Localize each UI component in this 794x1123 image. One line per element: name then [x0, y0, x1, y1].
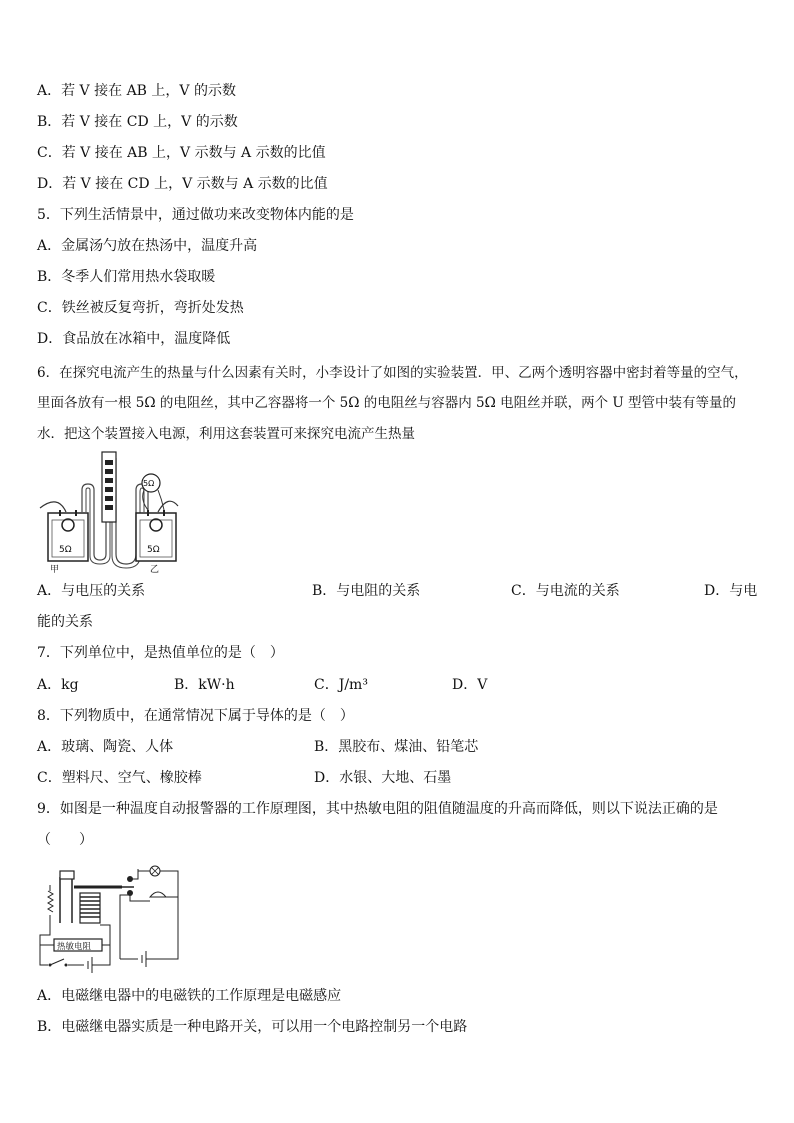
right-resistor-label: 5Ω	[147, 545, 160, 555]
q8-stem: 8．下列物质中，在通常情况下属于导体的是（ ）	[37, 708, 354, 724]
q9-stem: 9．如图是一种温度自动报警器的工作原理图，其中热敏电阻的阻值随温度的升高而降低，则以下说法正确的是	[37, 801, 718, 817]
q4-option-c: C．若 V 接在 AB 上，V 示数与 A 示数的比值	[37, 145, 326, 161]
q6-option-b: B．与电阻的关系	[312, 583, 421, 599]
q9-option-b: B．电磁继电器实质是一种电路开关，可以用一个电路控制另一个电路	[37, 1019, 468, 1035]
label-jia: 甲	[50, 565, 60, 575]
q8-option-b: B．黑胶布、煤油、铅笔芯	[314, 739, 479, 755]
thermistor-label: 热敏电阻	[57, 942, 92, 952]
q5-option-d: D．食品放在冰箱中，温度降低	[37, 331, 231, 347]
q7-stem: 7．下列单位中，是热值单位的是（ ）	[37, 645, 284, 661]
q8-option-a: A．玻璃、陶瓷、人体	[37, 739, 174, 755]
q9-alarm-circuit-figure	[38, 865, 183, 973]
q8-option-d: D．水银、大地、石墨	[314, 770, 452, 786]
q7-option-a: A．kg	[37, 677, 79, 693]
q4-option-a: A．若 V 接在 AB 上，V 的示数	[37, 83, 236, 99]
top-resistor-label: 5Ω	[143, 479, 155, 488]
bell-icon	[150, 892, 166, 897]
label-yi: 乙	[150, 565, 160, 575]
q7-option-b: B．kW·h	[174, 677, 235, 693]
q4-option-d: D．若 V 接在 CD 上，V 示数与 A 示数的比值	[37, 176, 328, 192]
q5-option-b: B．冬季人们常用热水袋取暖	[37, 269, 216, 285]
q5-option-a: A．金属汤勺放在热汤中，温度升高	[37, 238, 258, 254]
q8-option-c: C．塑料尺、空气、橡胶棒	[37, 770, 202, 786]
q6-stem-line-1: 6．在探究电流产生的热量与什么因素有关时，小李设计了如图的实验装置．甲、乙两个透明容器中密封着等量的空气，	[37, 365, 748, 381]
q6-option-d: D．与电	[704, 583, 758, 599]
q7-option-c: C．J/m³	[314, 677, 368, 693]
q6-stem-line-3: 水．把这个装置接入电源，利用这套装置可来探究电流产生热量	[37, 426, 415, 442]
q6-option-c: C．与电流的关系	[511, 583, 620, 599]
q6-apparatus-figure	[38, 450, 188, 576]
q6-stem-line-2: 里面各放有一根 5Ω 的电阻丝，其中乙容器将一个 5Ω 的电阻丝与容器内 5Ω 电阻丝并联，两个 U 型管中装有等量的	[37, 395, 737, 411]
q6-option-a: A．与电压的关系	[37, 583, 146, 599]
q4-option-b: B．若 V 接在 CD 上，V 的示数	[37, 114, 238, 130]
q9-option-a: A．电磁继电器中的电磁铁的工作原理是电磁感应	[37, 988, 342, 1004]
q7-option-d: D．V	[452, 677, 488, 693]
left-resistor-label: 5Ω	[59, 545, 72, 555]
q5-option-c: C．铁丝被反复弯折，弯折处发热	[37, 300, 244, 316]
q6-option-d-continued: 能的关系	[37, 614, 93, 630]
q5-stem: 5．下列生活情景中，通过做功来改变物体内能的是	[37, 207, 354, 223]
q9-stem-continued: （ ）	[37, 832, 93, 848]
